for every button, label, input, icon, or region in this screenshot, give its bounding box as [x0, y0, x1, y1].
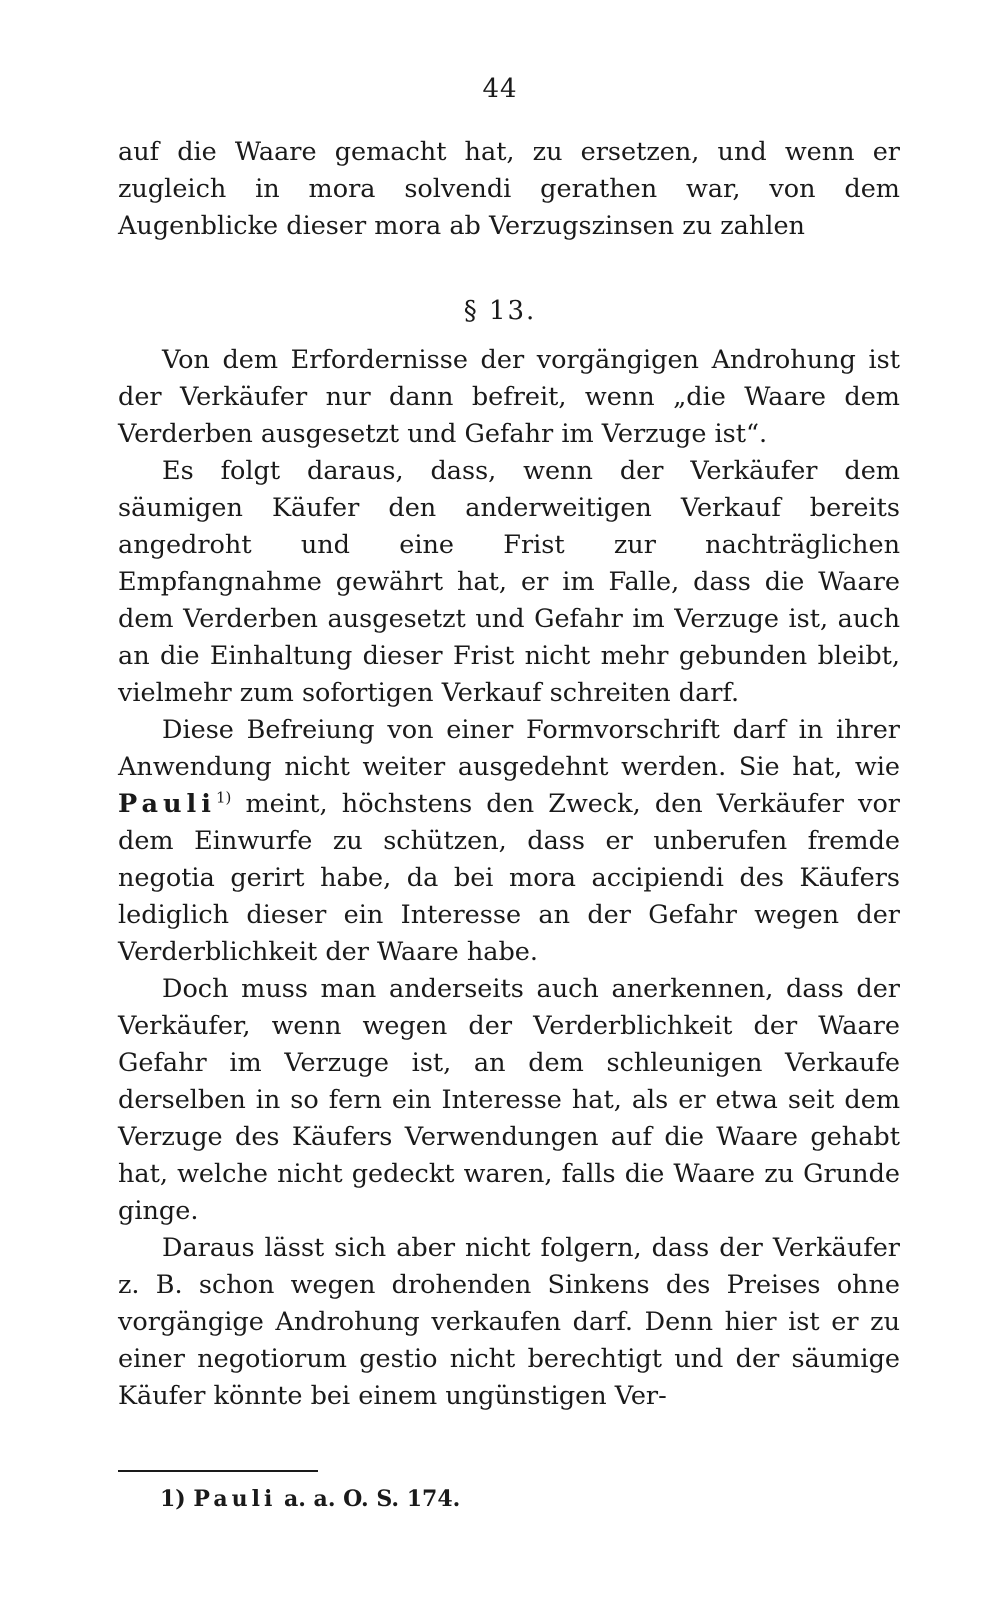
paragraph-3-text-before: Diese Befreiung von einer Formvorschrift darf in ihrer Anwendung nicht weiter ausgedehnt werden. Sie hat, wie: [118, 715, 900, 782]
intro-paragraph: auf die Waare gemacht hat, zu ersetzen, und wenn er zugleich in mora solvendi gerathen war, von dem Augenblicke dieser mora ab Verzugszinsen zu zahlen: [118, 137, 900, 241]
section-body: [118, 342, 900, 1415]
paragraph-2: Es folgt daraus, dass, wenn der Verkäufer dem säumigen Käufer den anderweitigen Verkauf bereits angedroht und eine Frist zur nachträglichen Empfangnahme gewährt hat, er im Falle, dass die Waare dem Verderben ausgesetzt und Gefahr im Verzuge ist, auch an die Einhaltung dieser Frist nicht mehr gebunden bleibt, vielmehr zum sofortigen Verkauf schreiten darf.: [118, 456, 900, 708]
footnote: [160, 1484, 460, 1514]
paragraph-4: Doch muss man anderseits auch anerkennen, dass der Verkäufer, wenn wegen der Verderblichkeit der Waare Gefahr im Verzuge ist, an dem schleunigen Verkaufe derselben in so fern ein Interesse hat, als er etwa seit dem Verzuge des Käufers Verwendungen auf die Waare gehabt hat, welche nicht gedeckt waren, falls die Waare zu Grunde ginge.: [118, 974, 900, 1226]
footnote-author: Pauli: [193, 1486, 277, 1512]
footnote-reference: a. a. O. S. 174.: [283, 1486, 461, 1512]
author-name: Pauli: [118, 789, 216, 819]
intro-text-block: [118, 134, 900, 245]
paragraph-3-text-after: meint, höchstens den Zweck, den Verkäufer vor dem Einwurfe zu schützen, dass er unberufen fremde negotia gerirt habe, da bei mora accipiendi des Käufers lediglich dieser ein Interesse an der Gefahr wegen der Verderblichkeit der Waare habe.: [118, 789, 900, 967]
page-number: 44: [482, 74, 518, 104]
section-heading: § 13.: [463, 296, 537, 326]
footnote-number: 1): [160, 1486, 186, 1512]
paragraph-3: [118, 712, 900, 971]
footnote-divider: [118, 1470, 318, 1472]
paragraph-1: Von dem Erfordernisse der vorgängigen Androhung ist der Verkäufer nur dann befreit, wenn „die Waare dem Verderben ausgesetzt und Gefahr im Verzuge ist“.: [118, 345, 900, 449]
paragraph-5: Daraus lässt sich aber nicht folgern, dass der Verkäufer z. B. schon wegen drohenden Sinkens des Preises ohne vorgängige Androhung verkaufen darf. Denn hier ist er zu einer negotiorum gestio nicht berechtigt und der säumige Käufer könnte bei einem ungünstigen Ver-: [118, 1233, 900, 1411]
footnote-marker: 1): [215, 788, 232, 807]
